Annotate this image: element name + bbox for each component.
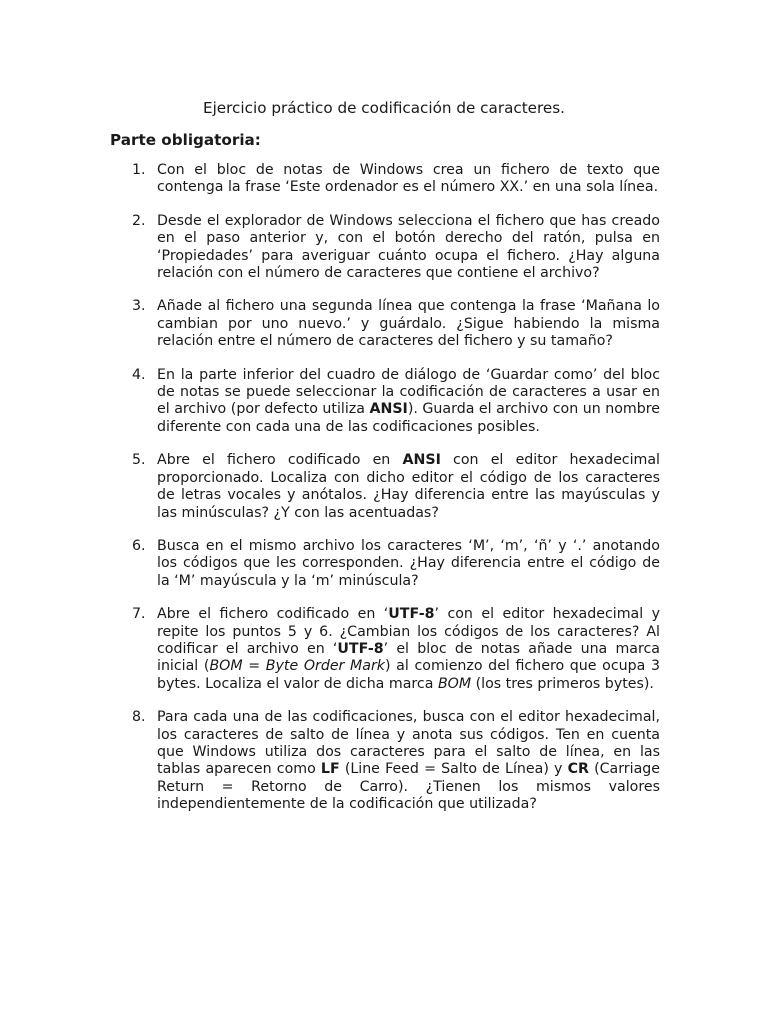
exercise-number: 5. xyxy=(132,452,146,469)
text-run: (los tres primeros bytes). xyxy=(471,675,654,692)
exercise-text xyxy=(157,213,660,283)
exercise-item xyxy=(110,452,660,522)
text-run: ). Guarda el archivo con un nombre diferente con cada una de las codificaciones posibles. xyxy=(157,401,660,435)
text-run: Desde el explorador de Windows selecciona el fichero que has creado en el paso anterior y, con el botón derecho del ratón, pulsa en ‘Propiedades’ para averiguar cuánto ocupa el fichero. ¿Hay alguna relación con el número de caracteres que contiene el archivo? xyxy=(157,212,660,282)
text-run: Abre el fichero codificado en ‘ xyxy=(157,606,389,623)
text-run: ) al comienzo del fichero que ocupa 3 bytes. Localiza el valor de dicha marca xyxy=(157,658,660,692)
exercise-item xyxy=(110,298,660,350)
text-run: Para cada una de las codificaciones, busca con el editor hexadecimal, los caracteres de salto de línea y anota sus códigos. Ten en cuenta que Windows utiliza dos caracteres para el salto de línea, en las tablas aparecen como xyxy=(157,709,660,778)
exercise-text xyxy=(157,162,660,197)
bold-term: ANSI xyxy=(369,401,408,418)
italic-term: BOM xyxy=(209,658,243,675)
text-run: = xyxy=(242,658,266,675)
bold-term: ANSI xyxy=(402,452,441,469)
text-run: ’ el bloc de notas añade una marca inicial ( xyxy=(157,640,660,675)
document-title: Ejercicio práctico de codificación de caracteres. xyxy=(202,99,566,117)
text-run: (Carriage Return = Retorno de Carro). ¿Tienen los mismos valores independientemente de la codificación que utilizada? xyxy=(157,761,661,813)
exercise-number: 3. xyxy=(132,298,146,315)
section-heading: Parte obligatoria: xyxy=(110,131,261,149)
italic-term: BOM xyxy=(437,675,472,692)
text-run: con el editor hexadecimal proporcionado. Localiza con dicho editor el código de los caracteres de letras vocales y anótalos. ¿Hay diferencia entre las mayúsculas y las minúsculas? ¿Y con las acentuadas? xyxy=(157,452,660,521)
exercise-text xyxy=(157,709,660,813)
exercise-text xyxy=(157,538,660,590)
text-run: Añade al fichero una segunda línea que contenga la frase ‘Mañana lo cambian por uno nuevo.’ y guárdalo. ¿Sigue habiendo la misma relación entre el número de caracteres del fichero y su tamaño? xyxy=(157,298,660,350)
exercise-number: 4. xyxy=(132,366,146,383)
exercise-item xyxy=(110,709,660,813)
bold-term: LF xyxy=(320,761,340,778)
exercise-list xyxy=(110,162,660,830)
text-run: En la parte inferior del cuadro de diálogo de ‘Guardar como’ del bloc de notas se puede seleccionar la codificación de caracteres a usar en el archivo (por defecto utiliza xyxy=(157,366,660,418)
exercise-number: 2. xyxy=(132,212,146,229)
exercise-item xyxy=(110,162,660,197)
exercise-item xyxy=(110,606,660,693)
text-run: Con el bloc de notas de Windows crea un fichero de texto que contenga la frase ‘Este ordenador es el número XX.’ en una sola línea. xyxy=(157,162,660,196)
text-run: Busca en el mismo archivo los caracteres ‘M’, ‘m’, ‘ñ’ y ‘.’ anotando los códigos que les corresponden. ¿Hay diferencia entre el código de la ‘M’ mayúscula y la ‘m’ minúscula? xyxy=(157,537,660,589)
exercise-text xyxy=(157,606,660,693)
exercise-item xyxy=(110,213,660,283)
bold-term: CR xyxy=(567,761,589,778)
exercise-item xyxy=(110,538,660,590)
exercise-text xyxy=(157,452,660,522)
exercise-number: 8. xyxy=(132,709,146,726)
bold-term: UTF-8 xyxy=(388,606,435,623)
exercise-text xyxy=(157,367,660,437)
exercise-number: 1. xyxy=(132,162,146,178)
exercise-item xyxy=(110,367,660,437)
italic-term: Byte Order Mark xyxy=(265,658,386,675)
bold-term: UTF-8 xyxy=(337,640,384,657)
text-run: ’ con el editor hexadecimal y repite los puntos 5 y 6. ¿Cambian los códigos de los caracteres? Al codificar el archivo en ‘ xyxy=(157,606,660,657)
text-run: (Line Feed = Salto de Línea) y xyxy=(339,761,568,778)
text-run: Abre el fichero codificado en xyxy=(157,452,403,469)
exercise-number: 6. xyxy=(132,537,146,554)
exercise-text xyxy=(157,298,660,350)
exercise-number: 7. xyxy=(132,606,146,623)
